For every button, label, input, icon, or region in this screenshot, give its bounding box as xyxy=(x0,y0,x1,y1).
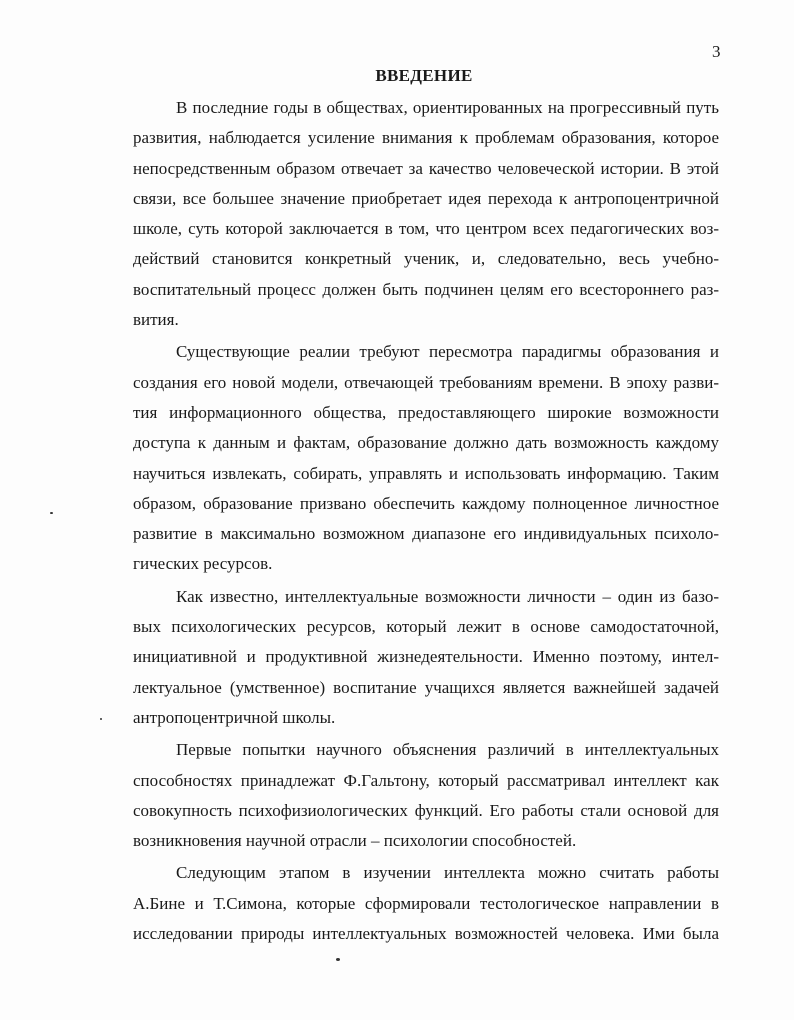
page-title: ВВЕДЕНИЕ xyxy=(375,66,473,85)
scan-speck xyxy=(336,958,340,961)
text-line: Первые попытки научного объяснения различий в интеллектуальных xyxy=(176,740,719,760)
text-line: Следующим этапом в изучении интеллекта можно считать работы xyxy=(176,863,719,883)
body-text xyxy=(133,93,719,949)
text-line: развитие в максимально возможном диапазоне его индивидуальных психоло- xyxy=(133,524,719,544)
paragraph-3 xyxy=(133,582,719,733)
text-line: воспитательный процесс должен быть подчинен целям его всестороннего раз- xyxy=(133,279,719,299)
text-line: возникновения научной отрасли – психологии способностей. xyxy=(133,831,577,851)
text-line: антропоцентричной школы. xyxy=(133,707,336,727)
text-line: развития, наблюдается усиление внимания к проблемам образования, которое xyxy=(133,128,719,148)
text-line: действий становится конкретный ученик, и, следовательно, весь учебно- xyxy=(133,249,719,269)
text-line: В последние годы в обществах, ориентированных на прогрессивный путь xyxy=(176,98,719,117)
text-line: создания его новой модели, отвечающей требованиям времени. В эпоху разви- xyxy=(133,372,719,392)
scan-speck xyxy=(50,512,53,514)
page-number: 3 xyxy=(712,42,721,61)
text-line: А.Бине и Т.Симона, которые сформировали тестологическое направлении в xyxy=(133,893,719,913)
text-line: Существующие реалии требуют пересмотра парадигмы образования и xyxy=(176,342,719,362)
paragraph-5 xyxy=(133,858,719,949)
text-line: связи, все большее значение приобретает идея перехода к антропоцентричной xyxy=(133,188,719,208)
paragraph-4 xyxy=(133,735,719,856)
text-line: непосредственным образом отвечает за качество человеческой истории. В этой xyxy=(133,158,719,178)
text-line: вых психологических ресурсов, который лежит в основе самодостаточной, xyxy=(133,617,719,637)
text-line: доступа к данным и фактам, образование должно дать возможность каждому xyxy=(133,433,719,453)
text-line: исследовании природы интеллектуальных возможностей человека. Ими была xyxy=(133,924,719,944)
paragraph-1 xyxy=(133,93,719,335)
text-line: инициативной и продуктивной жизнедеятельности. Именно поэтому, интел- xyxy=(133,647,719,667)
text-line: научиться извлекать, собирать, управлять и использовать информацию. Таким xyxy=(133,463,719,483)
text-line: способностях принадлежат Ф.Гальтону, который рассматривал интеллект как xyxy=(133,770,719,790)
text-line: школе, суть которой заключается в том, что центром всех педагогических воз- xyxy=(133,219,719,239)
text-line: Как известно, интеллектуальные возможности личности – один из базо- xyxy=(176,586,719,606)
text-line: совокупность психофизиологических функций. Его работы стали основой для xyxy=(133,800,719,820)
text-line: образом, образование призвано обеспечить каждому полноценное личностное xyxy=(133,493,719,513)
text-line: гических ресурсов. xyxy=(133,554,273,574)
text-line: тия информационного общества, предоставляющего широкие возможности xyxy=(133,402,719,422)
text-line: лектуальное (умственное) воспитание учащихся является важнейшей задачей xyxy=(133,677,719,697)
paragraph-2 xyxy=(133,337,719,579)
text-line: вития. xyxy=(133,310,179,330)
scan-speck xyxy=(100,718,102,720)
